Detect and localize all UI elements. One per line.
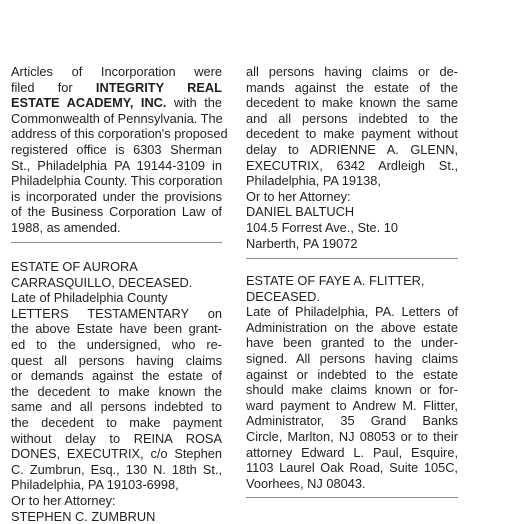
notice-line: is incorporated under the provisions — [11, 189, 222, 205]
attorney-address: Narberth, PA 19072 — [246, 236, 458, 252]
estate-heading: ESTATE OF FAYE A. FLITTER, — [246, 273, 458, 289]
notice-text: with the — [174, 95, 222, 110]
notice-line: St., Philadelphia PA 19144-3109 in — [11, 158, 222, 174]
attorney-address: 104.5 Forrest Ave., Ste. 10 — [246, 220, 458, 236]
notice-line: against or indebted to the estate — [246, 367, 458, 383]
notice-line: without delay to REINA ROSA — [11, 431, 222, 447]
notice-line: of the Business Corporation Law of — [11, 204, 222, 220]
company-name: ESTATE ACADEMY, INC. — [11, 95, 166, 110]
notice-line: signed. All persons having claims — [246, 351, 458, 367]
notice-line: 1103 Laurel Oak Road, Suite 105C, — [246, 460, 458, 476]
notice-line: Circle, Marlton, NJ 08053 or to their — [246, 429, 458, 445]
notice-line: Philadelphia, PA 19103-6998, — [11, 477, 222, 493]
notice-line: Or to her Attorney: — [246, 189, 458, 205]
estate-notice-glenn-continued — [246, 64, 458, 251]
notice-line: Articles of Incorporation were — [11, 64, 222, 80]
notice-line: mands against the estate of the — [246, 80, 458, 96]
notice-line: Philadelphia County. This corporation — [11, 173, 222, 189]
notice-line: decedent to make payment without — [246, 126, 458, 142]
company-name: INTEGRITY REAL — [96, 80, 222, 95]
notice-divider — [246, 497, 458, 498]
notice-line: registered office is 6303 Sherman — [11, 142, 222, 158]
notice-line — [11, 95, 222, 111]
attorney-name: STEPHEN C. ZUMBRUN — [11, 509, 222, 524]
notice-line: C. Zumbrun, Esq., 130 N. 18th St., — [11, 462, 222, 478]
notice-line: ward payment to Andrew M. Flitter, — [246, 398, 458, 414]
notice-line: DONES, EXECUTRIX, c/o Stephen — [11, 446, 222, 462]
notice-line: Voorhees, NJ 08043. — [246, 476, 458, 492]
notice-line: Or to her Attorney: — [11, 493, 222, 509]
notice-line: the decedent to make known the — [11, 384, 222, 400]
notice-line: and all persons indebted to the — [246, 111, 458, 127]
notice-line: LETTERS TESTAMENTARY on — [11, 306, 222, 322]
notice-divider — [11, 242, 222, 243]
estate-heading: DECEASED. — [246, 289, 458, 305]
estate-notice-carrasquillo — [11, 259, 222, 524]
notice-line: Commonwealth of Pennsylvania. The — [11, 111, 222, 127]
notice-line: Late of Philadelphia, PA. Letters of — [246, 304, 458, 320]
notice-line: Philadelphia, PA 19138, — [246, 173, 458, 189]
notice-text: filed for — [11, 80, 96, 95]
notice-line: delay to ADRIENNE A. GLENN, — [246, 142, 458, 158]
notice-line: EXECUTRIX, 6342 Ardleigh St., — [246, 158, 458, 174]
notice-line: all persons having claims or de- — [246, 64, 458, 80]
notice-line: the decedent to make payment — [11, 415, 222, 431]
notice-line: Administrator, 35 Grand Banks — [246, 413, 458, 429]
notice-line: or demands against the estate of — [11, 368, 222, 384]
notice-line — [11, 80, 222, 96]
notice-line: address of this corporation's proposed — [11, 126, 222, 142]
notice-line: same and all persons indebted to — [11, 399, 222, 415]
notice-line: decedent to make known the same — [246, 95, 458, 111]
notice-line: should make claims known or for- — [246, 382, 458, 398]
estate-heading: CARRASQUILLO, DECEASED. — [11, 275, 222, 291]
notice-line: ed to the undersigned, who re- — [11, 337, 222, 353]
estate-notice-flitter — [246, 273, 458, 491]
notice-line: attorney Edward L. Paul, Esquire, — [246, 445, 458, 461]
attorney-name: DANIEL BALTUCH — [246, 204, 458, 220]
notice-line: quest all persons having claims — [11, 353, 222, 369]
notice-line: Late of Philadelphia County — [11, 290, 222, 306]
incorporation-notice — [11, 64, 222, 236]
notice-line: 1988, as amended. — [11, 220, 222, 236]
notice-divider — [246, 258, 458, 259]
estate-heading: ESTATE OF AURORA — [11, 259, 222, 275]
notice-line: have been granted to the under- — [246, 335, 458, 351]
notice-line: Administration on the above estate — [246, 320, 458, 336]
notice-line: the above Estate have been grant- — [11, 321, 222, 337]
